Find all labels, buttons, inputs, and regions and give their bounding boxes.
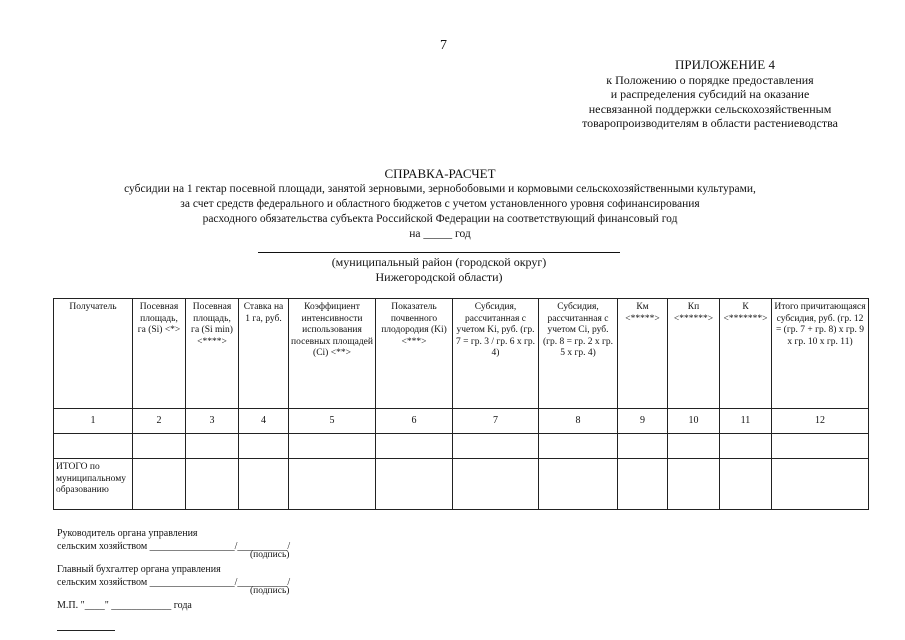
- header-cell: Коэффициент интенсивности использования посевных площадей (Ci) <**>: [289, 299, 376, 409]
- page-number: 7: [440, 38, 447, 53]
- subtitle-line: за счет средств федерального и областного бюджетов с учетом установленного уровня софинансирования: [180, 198, 700, 210]
- document-subtitle: [60, 182, 820, 242]
- column-number: 1: [54, 409, 133, 434]
- table-cell: [772, 459, 869, 510]
- header-cell: К <*******>: [720, 299, 772, 409]
- appendix-line: к Положению о порядке предоставления: [606, 72, 814, 87]
- subtitle-year-line: на _____ год: [409, 228, 471, 240]
- table-cell: [453, 459, 539, 510]
- table-cell: [772, 434, 869, 459]
- subtitle-line: расходного обязательства субъекта Российской Федерации на соответствующий финансовый год: [202, 213, 678, 225]
- calculation-table: [53, 298, 869, 510]
- subtitle-line: субсидии на 1 гектар посевной площади, занятой зерновыми, зернобобовыми и кормовыми сельскохозяйственными культурами,: [124, 183, 756, 195]
- column-number: 12: [772, 409, 869, 434]
- table-header-row: [54, 299, 869, 409]
- column-number: 8: [539, 409, 618, 434]
- table-cell: [133, 459, 186, 510]
- table-cell: [239, 459, 289, 510]
- municipality-region: Нижегородской области): [375, 270, 503, 284]
- table-cell: [186, 434, 239, 459]
- document-title: СПРАВКА-РАСЧЕТ: [384, 166, 496, 181]
- head-signature-caption: (подпись): [250, 550, 290, 560]
- total-label: ИТОГО по муниципальному образованию: [54, 459, 133, 510]
- table-cell: [133, 434, 186, 459]
- stamp-date-line: М.П. "____" ____________ года: [57, 600, 192, 611]
- column-number: 5: [289, 409, 376, 434]
- head-signature-line: сельским хозяйством _________________/__________/: [57, 540, 291, 552]
- column-number: 11: [720, 409, 772, 434]
- header-cell: Субсидия, рассчитанная с учетом Ci, руб. (гр. 8 = гр. 2 х гр. 5 х гр. 4): [539, 299, 618, 409]
- table-cell: [618, 434, 668, 459]
- municipality-caption: [258, 255, 620, 285]
- column-number: 2: [133, 409, 186, 434]
- appendix-heading: ПРИЛОЖЕНИЕ 4: [675, 57, 775, 72]
- accountant-signature-line: сельским хозяйством _________________/__________/: [57, 576, 291, 588]
- table-cell: [376, 434, 453, 459]
- accountant-signature-caption: (подпись): [250, 586, 290, 596]
- table-cell: [720, 434, 772, 459]
- appendix-block: [560, 58, 860, 131]
- accountant-title: Главный бухгалтер органа управления: [57, 564, 221, 575]
- table-cell: [668, 459, 720, 510]
- header-cell: Итого причитающаяся субсидия, руб. (гр. 12 = (гр. 7 + гр. 8) х гр. 9 х гр. 10 х гр. 11): [772, 299, 869, 409]
- header-cell: Субсидия, рассчитанная с учетом Ki, руб. (гр. 7 = гр. 3 / гр. 6 х гр. 4): [453, 299, 539, 409]
- footnote-separator: [57, 630, 115, 631]
- header-cell: Посевная площадь, га (Si min) <****>: [186, 299, 239, 409]
- table-cell: [289, 434, 376, 459]
- table-cell: [668, 434, 720, 459]
- column-number: 7: [453, 409, 539, 434]
- table-cell: [539, 434, 618, 459]
- header-cell: Ставка на 1 га, руб.: [239, 299, 289, 409]
- column-number-row: [54, 409, 869, 434]
- column-number: 4: [239, 409, 289, 434]
- column-number: 9: [618, 409, 668, 434]
- column-number: 3: [186, 409, 239, 434]
- table-cell: [539, 459, 618, 510]
- table-cell: [618, 459, 668, 510]
- municipality-line: (муниципальный район (городской округ): [331, 255, 547, 269]
- table-cell: [239, 434, 289, 459]
- table-cell: [376, 459, 453, 510]
- appendix-line: несвязанной поддержки сельскохозяйственным: [588, 101, 832, 116]
- municipality-blank-line: [258, 252, 620, 253]
- header-cell: Км <*****>: [618, 299, 668, 409]
- table-cell: [54, 434, 133, 459]
- table-cell: [453, 434, 539, 459]
- header-cell: Кп <******>: [668, 299, 720, 409]
- table-cell: [720, 459, 772, 510]
- header-cell: Показатель почвенного плодородия (Ki) <***>: [376, 299, 453, 409]
- table-cell: [186, 459, 239, 510]
- total-row: [54, 459, 869, 510]
- table-cell: [289, 459, 376, 510]
- appendix-line: товаропроизводителям в области растениеводства: [582, 116, 838, 130]
- head-title: Руководитель органа управления: [57, 528, 198, 539]
- appendix-line: и распределения субсидий на оказание: [610, 87, 810, 101]
- header-cell: Получатель: [54, 299, 133, 409]
- table-row: [54, 434, 869, 459]
- header-cell: Посевная площадь, га (Si) <*>: [133, 299, 186, 409]
- column-number: 10: [668, 409, 720, 434]
- column-number: 6: [376, 409, 453, 434]
